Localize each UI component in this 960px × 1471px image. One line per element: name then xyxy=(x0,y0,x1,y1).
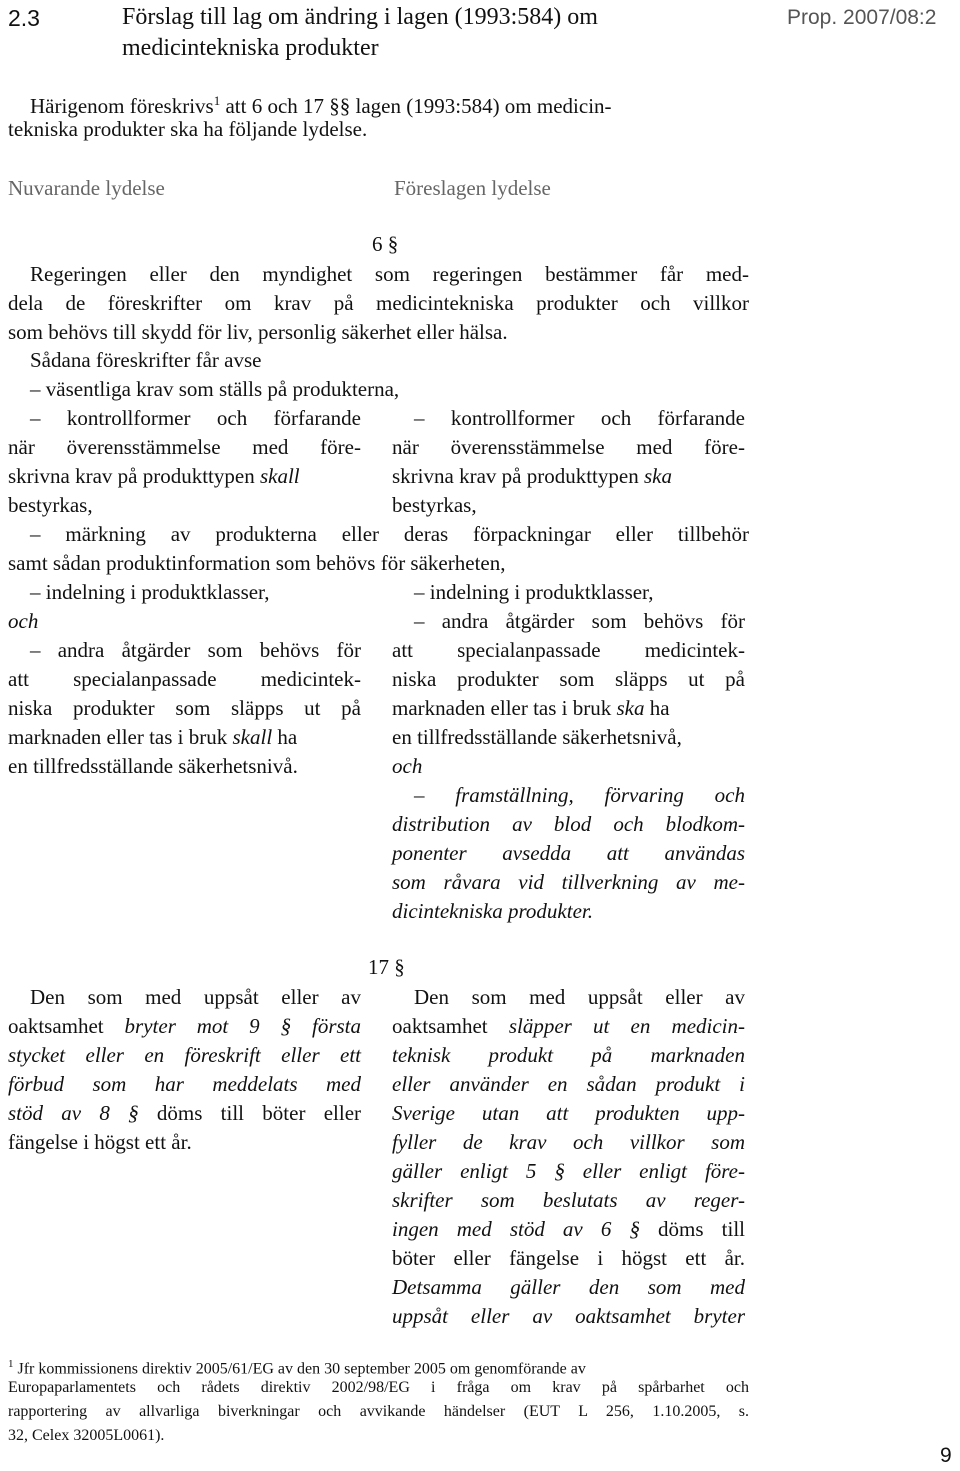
left-17-doms: döms till böter eller xyxy=(138,1101,362,1125)
par6-p4-line-1: – märkning av produkterna eller deras förpackningar eller tillbehör xyxy=(30,522,749,546)
left-17-line-2 xyxy=(8,1012,361,1041)
left-17-text: oaktsamhet xyxy=(8,1014,125,1038)
par6-p1-line-2: dela de föreskrifter om krav på medicintekniska produkter och villkor xyxy=(8,291,749,315)
intro-text-b: att 6 och 17 §§ lagen (1993:584) om medicin- xyxy=(220,94,612,118)
footnote-line-2: Europaparlamentets och rådets direktiv 2002/98/EG i fråga om krav på spårbarhet och xyxy=(8,1379,749,1396)
left-b-line-2: när överensstämmelse med före- xyxy=(8,435,361,459)
right-b-line-1: – kontrollformer och förfarande xyxy=(414,406,745,430)
left-17-line-4: förbud som har meddelats med xyxy=(8,1072,361,1096)
right-c-ska: ska xyxy=(616,696,645,720)
right-b-line-2: när överensstämmelse med före- xyxy=(392,435,745,459)
left-17-line-3: stycket eller en föreskrift eller ett xyxy=(8,1043,361,1067)
left-c-line-2: och xyxy=(8,609,39,633)
right-c-line-1: – indelning i produktklasser, xyxy=(414,580,654,604)
right-b-ska: ska xyxy=(643,464,672,488)
footnote-mark: 1 xyxy=(8,1358,14,1370)
right-17-line-5: Sverige utan att produkten upp- xyxy=(392,1101,745,1125)
right-b-text: skrivna krav på produkttypen xyxy=(392,464,644,488)
right-c-line-11: som råvara vid tillverkning av me- xyxy=(392,870,745,894)
paragraph-17-heading: 17 § xyxy=(368,955,405,979)
footnote-text-1: Jfr kommissionens direktiv 2005/61/EG av den 30 september 2005 om genomförande av xyxy=(13,1360,586,1378)
right-17-line-10: böter eller fängelse i högst ett år. xyxy=(392,1246,745,1270)
left-c-line-4: att specialanpassade medicintek- xyxy=(8,667,361,691)
left-b-line-4: bestyrkas, xyxy=(8,493,93,517)
right-c-line-2: – andra åtgärder som behövs för xyxy=(414,609,745,633)
right-17-line-8: skrifter som beslutats av reger- xyxy=(392,1188,745,1212)
right-17-line-1: Den som med uppsåt eller av xyxy=(414,985,745,1009)
right-17-doms: döms till xyxy=(639,1217,745,1241)
left-c-text: marknaden eller tas i bruk xyxy=(8,725,233,749)
right-c-line-8: – framställning, förvaring och xyxy=(414,783,745,807)
right-17-line-3: teknisk produkt på marknaden xyxy=(392,1043,745,1067)
left-17-italic: bryter mot 9 § första xyxy=(124,1014,361,1038)
par6-p4-line-2: samt sådan produktinformation som behövs för säkerheten, xyxy=(8,551,506,575)
right-17-line-2 xyxy=(392,1012,745,1041)
right-17-line-7: gäller enligt 5 § eller enligt före- xyxy=(392,1159,745,1183)
paragraph-6-heading: 6 § xyxy=(372,232,399,256)
footnote-line-3: rapportering av allvarliga biverkningar och avvikande händelser (EUT L 256, 1.10.2005, s. xyxy=(8,1403,749,1420)
right-17-line-11: Detsamma gäller den som med xyxy=(392,1275,745,1299)
left-b-line-1: – kontrollformer och förfarande xyxy=(30,406,361,430)
right-c-line-6: en tillfredsställande säkerhetsnivå, xyxy=(392,725,682,749)
left-c-line-5: niska produkter som släpps ut på xyxy=(8,696,361,720)
par6-p1-line-3: som behövs till skydd för liv, personlig säkerhet eller hälsa. xyxy=(8,320,508,344)
right-c-line-5 xyxy=(392,694,670,723)
left-c-line-3: – andra åtgärder som behövs för xyxy=(30,638,361,662)
section-title-line2: medicintekniska produkter xyxy=(122,35,379,61)
left-b-text: skrivna krav på produkttypen xyxy=(8,464,260,488)
left-17-line-5 xyxy=(8,1099,361,1128)
right-c-line-10: ponenter avsedda att användas xyxy=(392,841,745,865)
left-c-line-6 xyxy=(8,723,297,752)
right-17-line-9 xyxy=(392,1215,745,1244)
footnote-ref: 1 xyxy=(213,93,221,108)
intro-text-a: Härigenom föreskrivs xyxy=(30,94,214,118)
right-c-line-4: niska produkter som släpps ut på xyxy=(392,667,745,691)
right-b-line-4: bestyrkas, xyxy=(392,493,477,517)
left-b-skall: skall xyxy=(259,464,300,488)
right-c-line-7: och xyxy=(392,754,423,778)
left-b-line-3 xyxy=(8,462,300,491)
right-c-text: marknaden eller tas i bruk xyxy=(392,696,617,720)
footnote-line-4: 32, Celex 32005L0061). xyxy=(8,1427,165,1444)
par6-p2: Sådana föreskrifter får avse xyxy=(30,348,262,372)
left-c-line-1: – indelning i produktklasser, xyxy=(30,580,270,604)
right-17-text: oaktsamhet xyxy=(392,1014,509,1038)
left-17-line-6: fängelse i högst ett år. xyxy=(8,1130,192,1154)
left-c-line-7: en tillfredsställande säkerhetsnivå. xyxy=(8,754,298,778)
right-c-ha: ha xyxy=(644,696,670,720)
left-17-line-1: Den som med uppsåt eller av xyxy=(30,985,361,1009)
right-17-line-12: uppsåt eller av oaktsamhet bryter xyxy=(392,1304,745,1328)
right-17-line-6: fyller de krav och villkor som xyxy=(392,1130,745,1154)
right-17-line-4: eller använder en sådan produkt i xyxy=(392,1072,745,1096)
left-c-skall: skall xyxy=(232,725,273,749)
par6-p3: – väsentliga krav som ställs på produkterna, xyxy=(30,377,400,401)
current-wording-heading: Nuvarande lydelse xyxy=(8,176,165,200)
page-number: 9 xyxy=(940,1444,952,1467)
section-title-line1: Förslag till lag om ändring i lagen (1993:584) om xyxy=(122,4,598,30)
right-b-line-3 xyxy=(392,462,672,491)
left-17-stod: stöd av 8 § xyxy=(8,1101,139,1125)
section-number: 2.3 xyxy=(8,5,40,31)
right-c-line-12: dicintekniska produkter. xyxy=(392,899,594,923)
prop-reference: Prop. 2007/08:2 xyxy=(787,6,937,29)
proposed-wording-heading: Föreslagen lydelse xyxy=(394,176,551,200)
right-17-italic: släpper ut en medicin- xyxy=(508,1014,746,1038)
right-17-stod: ingen med stöd av 6 § xyxy=(392,1217,640,1241)
par6-p1-line-1: Regeringen eller den myndighet som regeringen bestämmer får med- xyxy=(30,262,749,286)
right-c-line-3: att specialanpassade medicintek- xyxy=(392,638,745,662)
intro-line-2: tekniska produkter ska ha följande lydelse. xyxy=(8,117,368,141)
right-c-line-9: distribution av blod och blodkom- xyxy=(392,812,745,836)
left-c-ha: ha xyxy=(272,725,298,749)
